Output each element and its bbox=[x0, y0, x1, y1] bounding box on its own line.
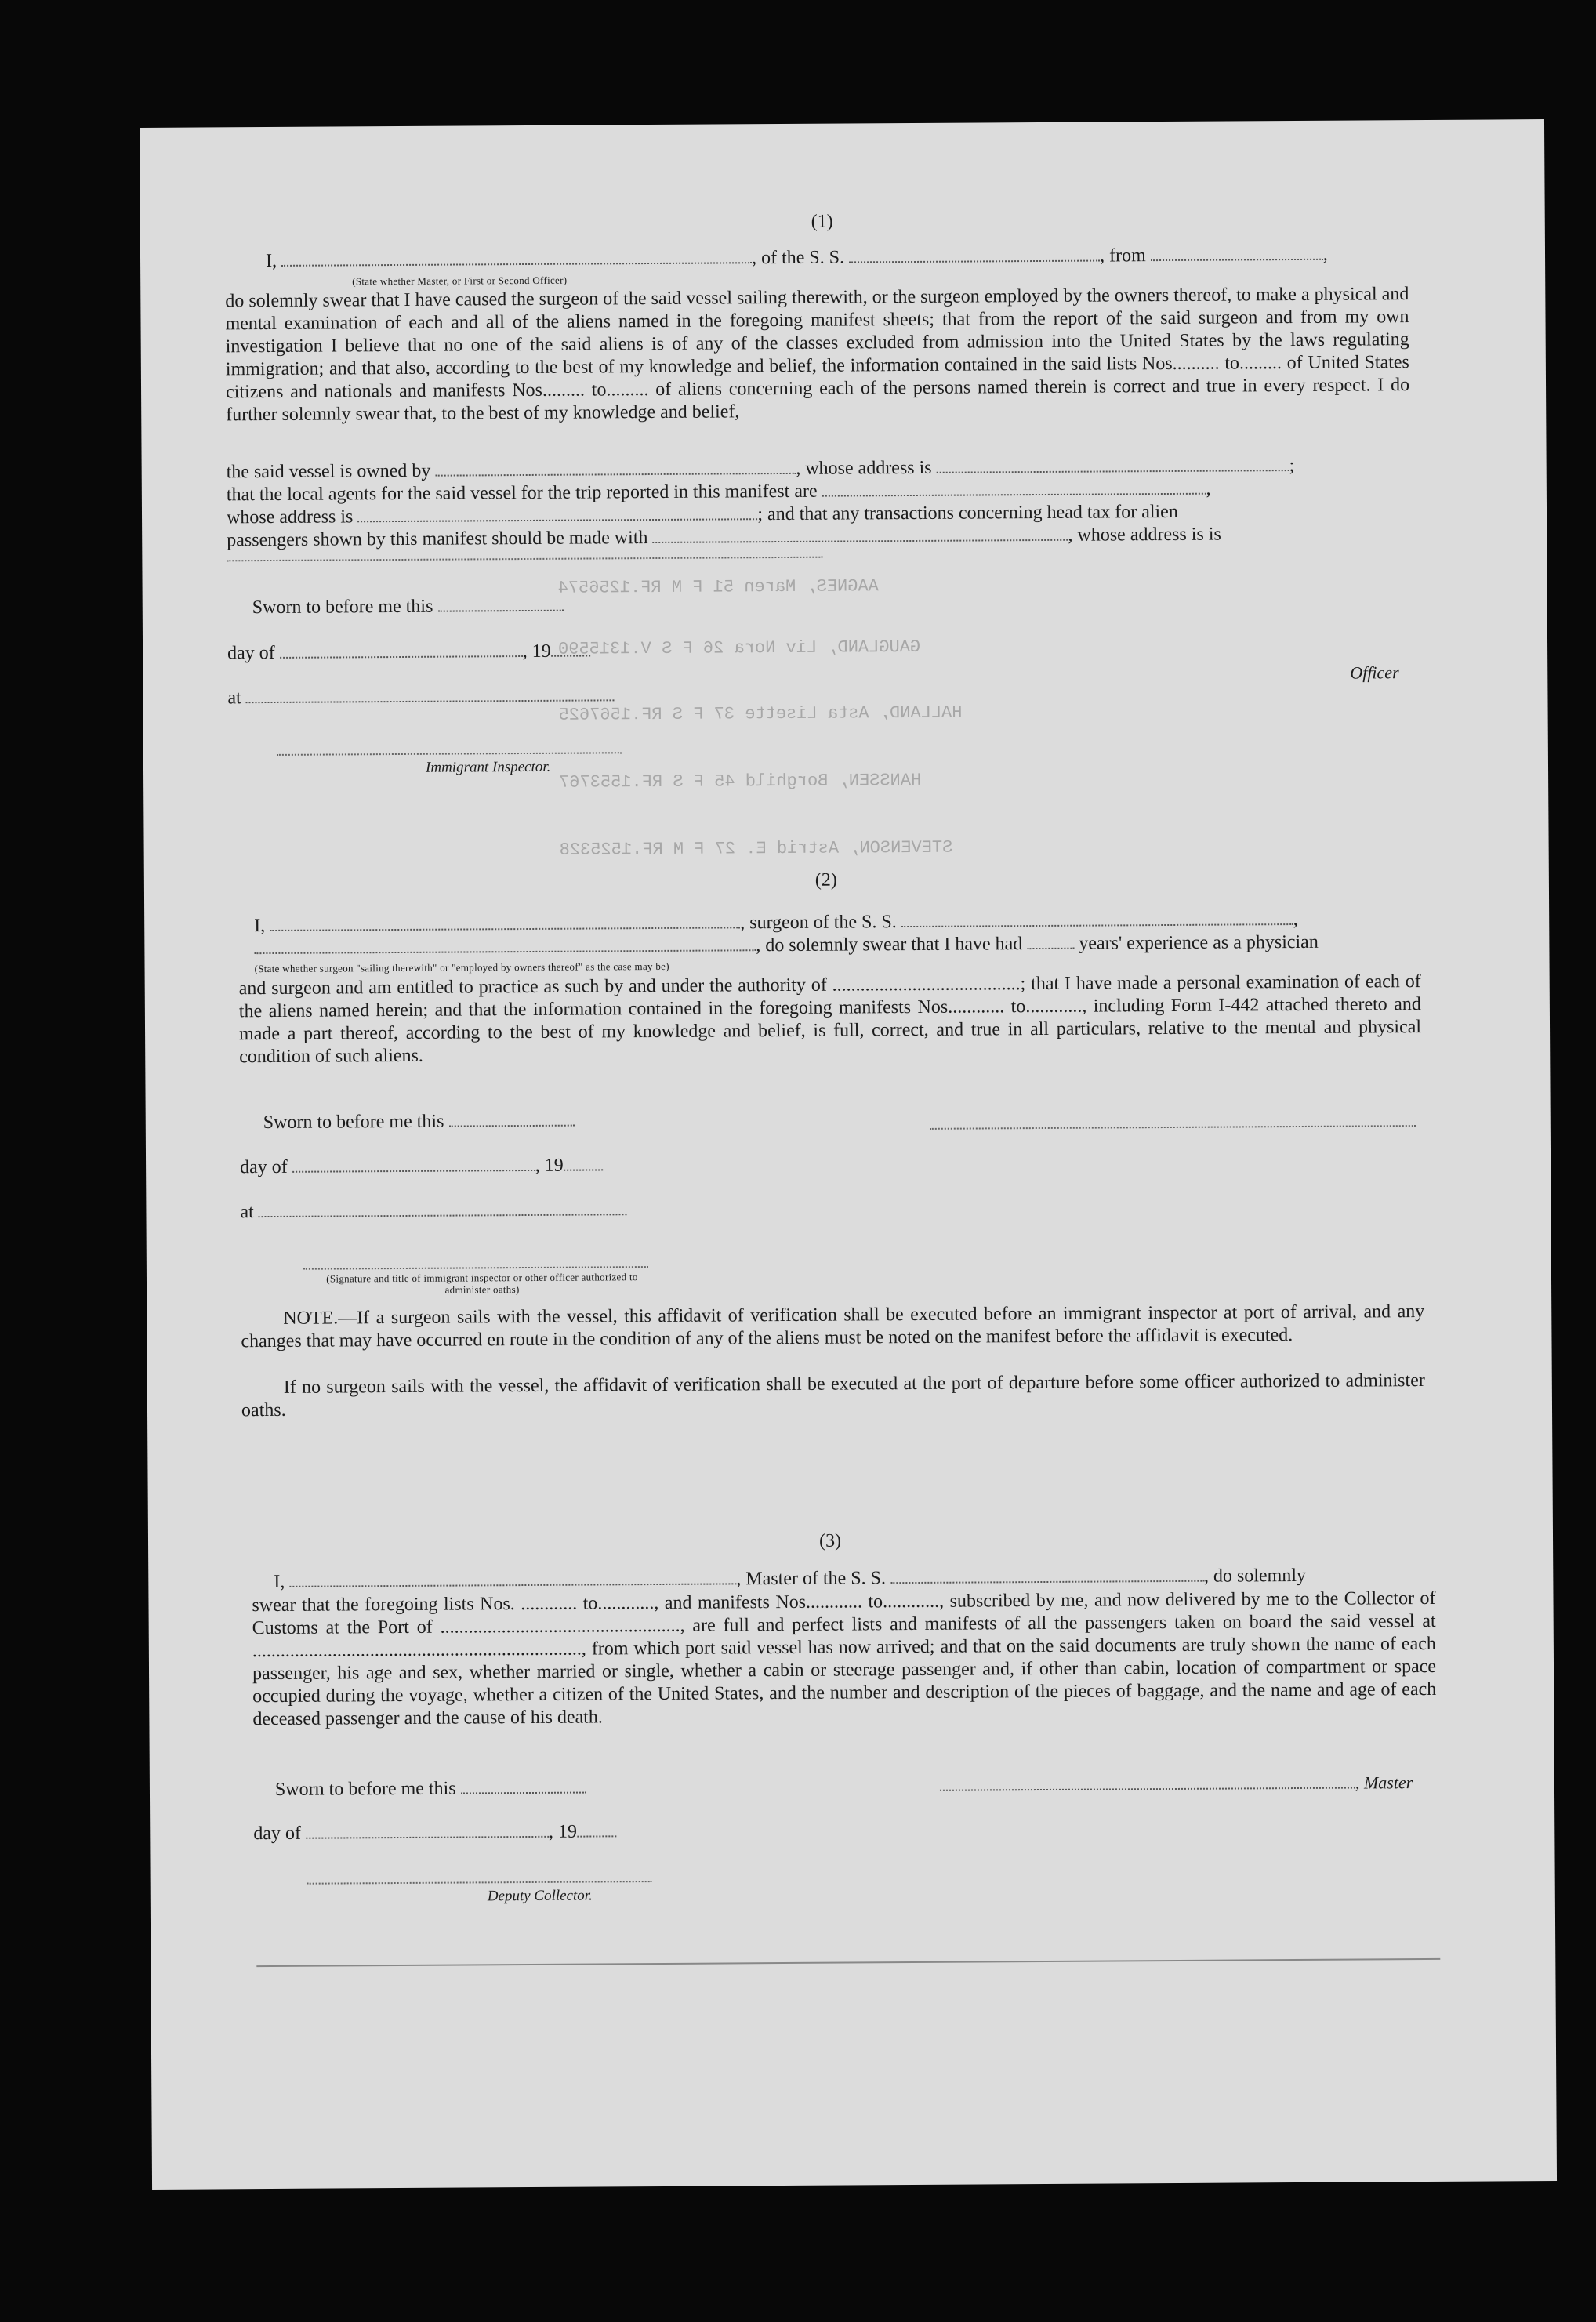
collector-caption: Deputy Collector. bbox=[487, 1887, 593, 1905]
agents-line: that the local agents for the said vessel for the trip reported in this manifest are , bbox=[226, 478, 1211, 506]
day-line: day of , 19 bbox=[253, 1821, 616, 1845]
signature-note: (Signature and title of immigrant inspector or other officer authorized to administer oaths) bbox=[326, 1271, 638, 1296]
section3-paragraph: swear that the foregoing lists Nos. ............ to............, and manifests Nos............ to............, subscribed by me, and now delivered by me to the Collector of Customs at the Port of ..................................................., are full and perfect lists and manifests of all the passengers taken on board the said vessel at ......................................................................, from which port said vessel has now arrived; and that on the said documents are truly shown the name of each passenger, his age and sex, whether married or single, whether a cabin or steerage passenger and, if other than cabin, location of compartment or space occupied during the voyage, whether a citizen of the United States, and the number and description of the pieces of baggage, and the name and age of each deceased passenger and the cause of his death. bbox=[252, 1587, 1437, 1730]
bleed-through-text: HANSSEN, Borghild 45 F S RF.1553767 bbox=[559, 770, 922, 793]
sworn-line: Sworn to before me this bbox=[263, 1111, 575, 1134]
note-paragraph-2: If no surgeon sails with the vessel, the affidavit of verification shall be executed at the port of departure before some officer authorized to administer oaths. bbox=[241, 1370, 1425, 1421]
surgeon-note: (State whether surgeon "sailing therewith" or "employed by owners thereof" as the case may be) bbox=[254, 960, 669, 975]
inspector-signature-line bbox=[277, 752, 622, 756]
divider bbox=[227, 557, 822, 562]
passengers-line: passengers shown by this manifest should be made with , whose address is is bbox=[227, 524, 1221, 551]
master-signature-line: , Master bbox=[940, 1772, 1413, 1797]
day-line: day of , 19 bbox=[240, 1155, 603, 1178]
page-bottom-rule bbox=[256, 1958, 1440, 1967]
at-line: at bbox=[227, 685, 614, 709]
section2-number: (2) bbox=[814, 869, 837, 891]
sworn-line: Sworn to before me this bbox=[252, 596, 564, 619]
inspector-caption: Immigrant Inspector. bbox=[425, 758, 551, 776]
of-ss-label: , of the S. S. bbox=[751, 247, 845, 269]
officer-caption: Officer bbox=[1350, 662, 1399, 683]
agents-address-line: whose address is ; and that any transactions concerning head tax for alien bbox=[226, 501, 1178, 528]
rank-note: (State whether Master, or First or Second Officer) bbox=[352, 274, 568, 288]
section1-paragraph: do solemnly swear that I have caused the surgeon of the said vessel sailing therewith, or the surgeon employed by the owners thereof, to make a physical and mental examination of each and all of the aliens named in the foregoing manifest sheets; that from the report of the said surgeon and from my own investigation I believe that no one of the said aliens is of any of the classes excluded from admission into the United States by the laws regulating immigration; and that also, according to the best of my knowledge and belief, the information contained in the said lists Nos.......... to......... of United States citizens and nationals and manifests Nos......... to......... of aliens concerning each of the persons named therein is correct and true in every respect. I do further solemnly swear that, to the best of my knowledge and belief, bbox=[225, 284, 1410, 426]
bleed-through-text: AAGNES, Maren 51 F M RF.1256574 bbox=[557, 576, 879, 598]
bleed-through-text: HALLAND, Asta Lisette 37 F S RF.1567625 bbox=[558, 702, 963, 725]
pronoun-label: I, bbox=[265, 250, 277, 272]
surgeon-oath-line: I, , surgeon of the S. S. , bbox=[254, 909, 1298, 937]
surgeon-signature-line bbox=[930, 1125, 1416, 1130]
at-line: at bbox=[240, 1199, 626, 1223]
master-oath-line: I, , of the S. S. , from , bbox=[265, 244, 1328, 272]
section1-number: (1) bbox=[811, 211, 833, 232]
section3-number: (3) bbox=[818, 1530, 842, 1551]
master-oath-line: I, , Master of the S. S. , do solemnly bbox=[274, 1565, 1307, 1592]
note-paragraph: NOTE.—If a surgeon sails with the vessel, this affidavit of verification shall be executed before an immigrant inspector at port of arrival, and any changes that may have occurred en route in the condition of any of the aliens must be noted on the manifest before the affidavit is executed. bbox=[241, 1301, 1425, 1352]
sworn-line: Sworn to before me this bbox=[275, 1778, 586, 1801]
section2-paragraph: and surgeon and am entitled to practice as such by and under the authority of ........................................; that I have made a personal examination of each of the aliens named herein; and that the information contained in the foregoing manifests Nos............ to............, including Form I-442 attached thereto and made a part thereof, according to the best of my knowledge and belief, is full, correct, and true in all particulars, relative to the mental and physical condition of such aliens. bbox=[238, 971, 1422, 1068]
officer-signature-line bbox=[303, 1266, 648, 1270]
day-line: day of , 19 bbox=[227, 641, 590, 665]
from-label: , from bbox=[1099, 245, 1146, 267]
manifest-page bbox=[140, 119, 1557, 2190]
owner-line: the said vessel is owned by , whose address is ; bbox=[226, 455, 1295, 483]
bleed-through-text: STEVENSON, Astrid E. 27 F M RF.1525328 bbox=[559, 837, 953, 860]
bleed-through-text: GAUGLAND, Liv Nora 26 F S V.1315590 bbox=[557, 637, 921, 659]
surgeon-experience-line: , do solemnly swear that I have had years' experience as a physician bbox=[254, 932, 1319, 960]
collector-signature-line bbox=[307, 1881, 652, 1885]
